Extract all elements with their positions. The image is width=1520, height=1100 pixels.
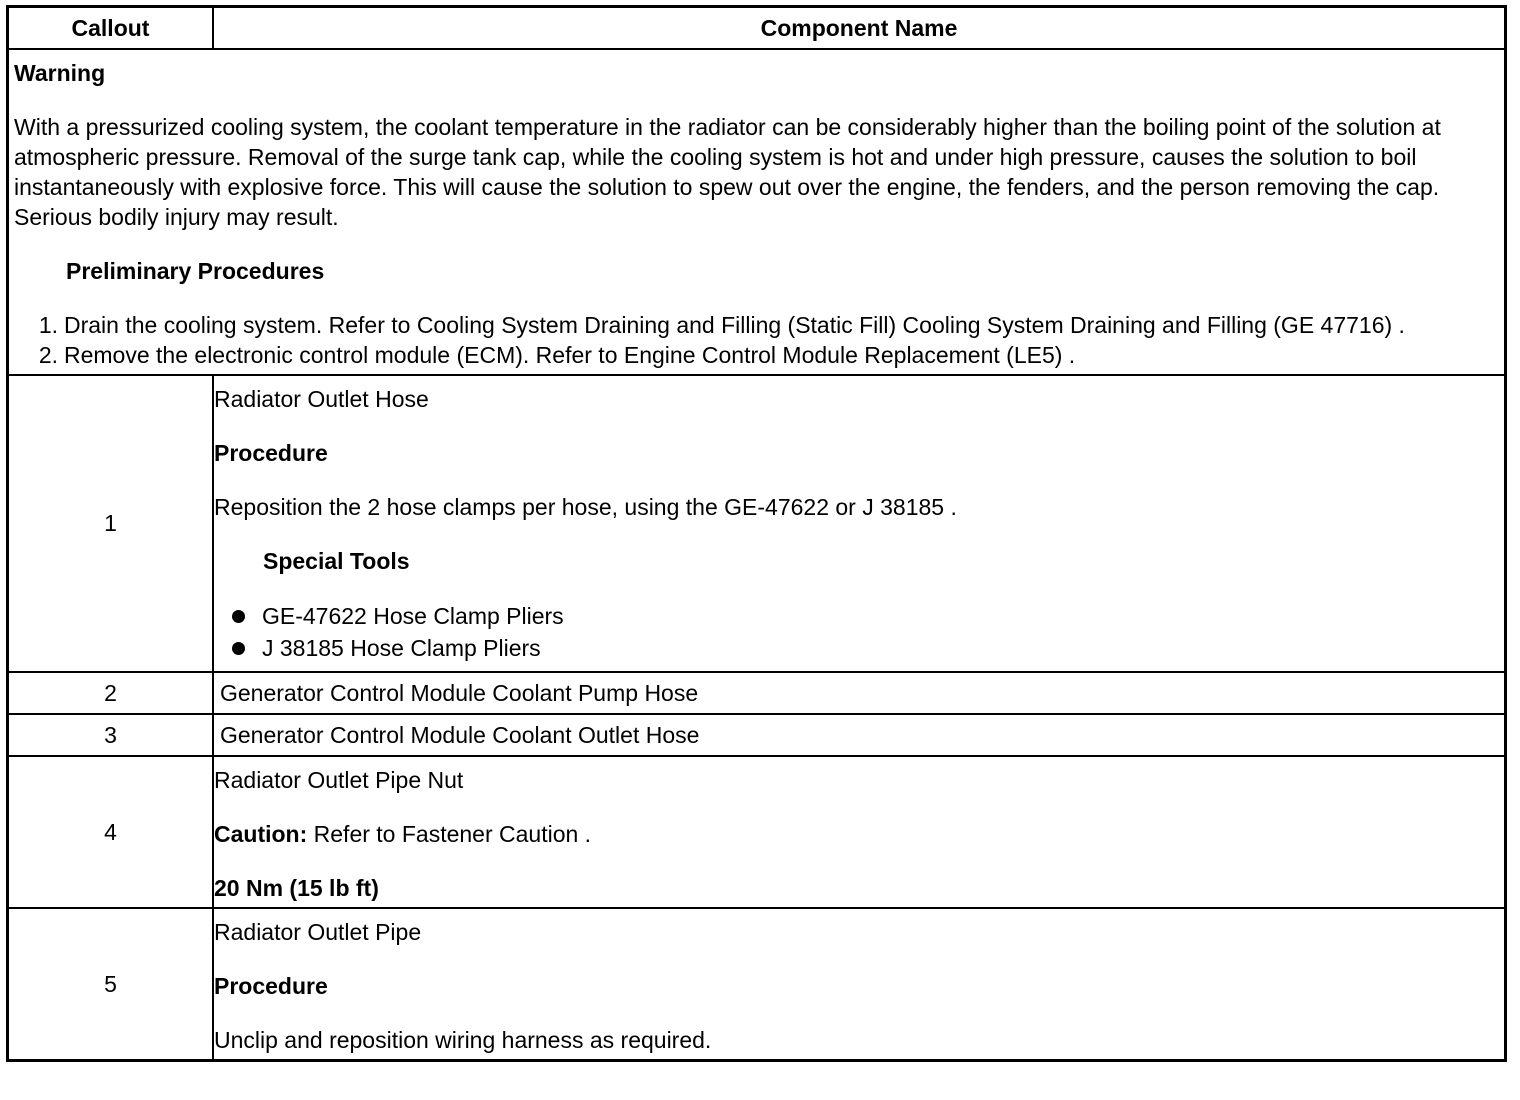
warning-title: Warning — [14, 60, 106, 86]
procedure-label: Procedure — [214, 440, 328, 466]
special-tools-list — [214, 600, 1504, 664]
procedure-label: Procedure — [214, 973, 328, 999]
caution-text: Refer to Fastener Caution . — [313, 821, 592, 847]
warning-row — [9, 50, 1504, 376]
step-number: 1. — [38, 312, 58, 338]
component-name: Radiator Outlet Pipe Nut — [214, 767, 464, 793]
component-name: Generator Control Module Coolant Outlet Hose — [220, 721, 700, 748]
bullet-icon — [232, 610, 245, 623]
tool-name: GE-47622 Hose Clamp Pliers — [262, 603, 564, 629]
list-item — [14, 340, 1498, 370]
component-name: Radiator Outlet Hose — [214, 386, 429, 412]
callout-number: 3 — [9, 715, 214, 755]
torque-spec: 20 Nm (15 lb ft) — [214, 875, 379, 901]
warning-block — [9, 50, 1504, 374]
step-text: Drain the cooling system. Refer to Cooling System Draining and Filling (Static Fill) Cooling System Draining and Filling (GE 47716) . — [64, 312, 1405, 338]
component-cell — [214, 909, 1504, 1059]
procedure-text: Unclip and reposition wiring harness as required. — [214, 1027, 712, 1053]
component-cell — [214, 757, 1504, 907]
header-component-name: Component Name — [760, 14, 958, 41]
step-number: 2. — [38, 342, 58, 368]
tool-name: J 38185 Hose Clamp Pliers — [262, 635, 541, 661]
table-row — [9, 715, 1504, 757]
caution-line — [214, 819, 1504, 849]
special-tools-title: Special Tools — [263, 548, 410, 574]
procedure-text: Reposition the 2 hose clamps per hose, using the GE-47622 or J 38185 . — [214, 494, 957, 520]
table-row — [9, 757, 1504, 909]
callout-number: 1 — [9, 376, 214, 671]
table-header — [9, 8, 1504, 50]
warning-text: With a pressurized cooling system, the coolant temperature in the radiator can be considerably higher than the boiling point of the solution at atmospheric pressure. Removal of the surge tank cap, while the cooling system is hot and under high pressure, causes the solution to boil instantaneously with explosive force. This will cause the solution to spew out over the engine, the fenders, and the person removing the cap. Serious bodily injury may result. — [14, 114, 1441, 230]
component-cell — [214, 376, 1504, 671]
component-name: Generator Control Module Coolant Pump Hose — [220, 679, 699, 706]
list-item — [214, 632, 1504, 664]
component-table — [6, 5, 1507, 1062]
callout-number: 5 — [9, 909, 214, 1059]
step-text: Remove the electronic control module (ECM). Refer to Engine Control Module Replacement (LE5) . — [64, 342, 1076, 368]
preliminary-procedures-title: Preliminary Procedures — [66, 258, 325, 284]
table-row — [9, 376, 1504, 673]
callout-number: 2 — [9, 673, 214, 713]
table-row — [9, 673, 1504, 715]
table-row — [9, 909, 1504, 1059]
preliminary-steps — [14, 310, 1498, 370]
header-callout: Callout — [9, 8, 214, 48]
callout-number: 4 — [9, 757, 214, 907]
caution-label: Caution: — [214, 821, 308, 847]
bullet-icon — [232, 642, 245, 655]
component-name: Radiator Outlet Pipe — [214, 919, 422, 945]
list-item — [214, 600, 1504, 632]
list-item — [14, 310, 1498, 340]
